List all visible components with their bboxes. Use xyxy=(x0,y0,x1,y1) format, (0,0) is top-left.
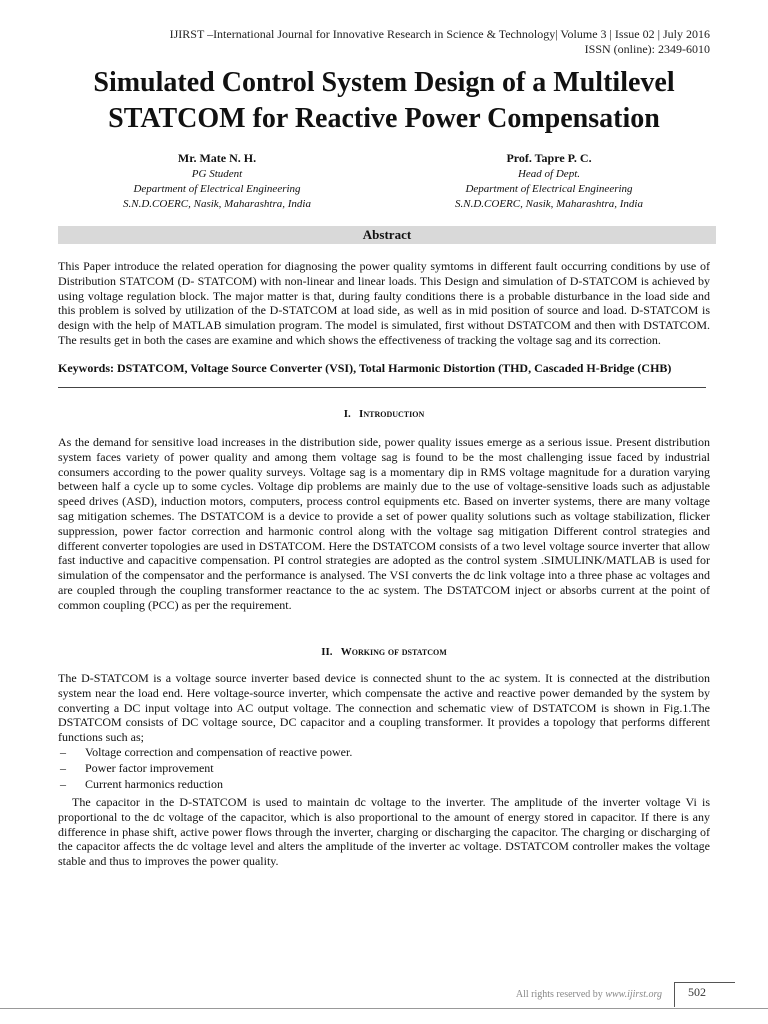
section-number: I. xyxy=(343,408,351,420)
list-item-text: Voltage correction and compensation of reactive power. xyxy=(85,745,353,759)
author-name: Mr. Mate N. H. xyxy=(177,151,257,165)
introduction-text: As the demand for sensitive load increases in the distribution side, power quality issues emerge as a serious issue. Present distribution system faces variety of power quality and among them voltage sag is found to be the most challenging issue faced by industrial consumers according to the power quality surveys. Voltage sag is a momentary dip in RMS voltage magnitude for a duration varying between half a cycle up to some cycles. Voltage dip problems are mainly due to the use of voltage-sensitive loads such as adjustable speed drives (ASD), induction motors, computers, process control equipments etc. Based on inverter systems, there are many voltage sag mitigation schemes. The DSTATCOM is a device to provide a set of power quality solutions such as voltage stabilization, flicker suppression, power factor correction and harmonic control along with the voltage sag mitigation Different control strategies and different converter topologies are used in DSTATCOM. Here the DSTATCOM consists of a two level voltage source inverter that allow fast inductive and capacitive compensation. PI control strategies are adopted as the control system .SIMULINK/MATLAB is used for simulation of the compensator and the performance is analysed. The VSI converts the dc link voltage into a three phase ac voltages and are coupled through the coupling transformer reactance to the ac system. The DSTATCOM inject or absorbs current at the point of common coupling (PCC) as per the requirement. xyxy=(58,435,710,612)
section-divider xyxy=(58,387,706,388)
journal-header-line1: IJIRST –International Journal for Innovative Research in Science & Technology| Volume 3 | Issue 02 | July 2016 xyxy=(169,27,710,41)
author-block-1 xyxy=(72,151,362,212)
paper-title xyxy=(40,65,728,137)
function-list xyxy=(58,744,352,792)
paper-title-line2: STATCOM for Reactive Power Compensation xyxy=(108,103,660,134)
footer-rights xyxy=(516,989,662,1000)
author-role: PG Student xyxy=(191,168,243,180)
section-heading-introduction xyxy=(0,408,768,420)
footer-rights-text: All rights reserved by xyxy=(515,989,603,1000)
list-item-text: Current harmonics reduction xyxy=(85,777,223,791)
footer-site-link[interactable]: www.ijirst.org xyxy=(605,989,662,1000)
section-heading-working xyxy=(0,646,768,658)
list-item xyxy=(58,744,352,760)
author-dept: Department of Electrical Engineering xyxy=(465,183,633,195)
section-title: Introduction xyxy=(359,408,425,420)
author-name: Prof. Tapre P. C. xyxy=(506,151,592,165)
paper-title-line1: Simulated Control System Design of a Multilevel xyxy=(93,67,675,98)
author-institution: S.N.D.COERC, Nasik, Maharashtra, India xyxy=(123,198,311,210)
section-number: II. xyxy=(321,646,333,658)
footer-rule xyxy=(0,1008,768,1009)
abstract-heading: Abstract xyxy=(58,226,716,244)
page-number: 502 xyxy=(688,985,706,999)
section-title: Working of dstatcom xyxy=(340,646,447,658)
keywords: Keywords: DSTATCOM, Voltage Source Converter (VSI), Total Harmonic Distortion (THD, Cascaded H-Bridge (CHB) xyxy=(58,361,672,375)
author-role: Head of Dept. xyxy=(517,168,580,180)
author-block-2 xyxy=(404,151,694,212)
list-item xyxy=(58,776,352,792)
dash-bullet-icon: – xyxy=(60,761,66,775)
author-institution: S.N.D.COERC, Nasik, Maharashtra, India xyxy=(455,198,643,210)
dash-bullet-icon: – xyxy=(60,777,66,791)
author-dept: Department of Electrical Engineering xyxy=(133,183,301,195)
dash-bullet-icon: – xyxy=(60,745,66,759)
journal-header-line2: ISSN (online): 2349-6010 xyxy=(584,42,710,56)
abstract-text: This Paper introduce the related operation for diagnosing the power quality symtoms in different fault occurring conditions by use of Distribution STATCOM (D- STATCOM) with non-linear and linear loads. This Design and simulation of D-STATCOM is achieved by using voltage regulation block. The major matter is that, during faulty conditions there is a probable disturbance in the load side and this problem is solved by utilization of the D-STATCOM at load side, as well as in mid position of source and load. D-STATCOM is design with the help of MATLAB simulation program. The model is simulated, first without DSTATCOM and then with DSTATCOM. The results get in both the cases are examine and which shows the effectiveness of tracking the voltage sag and its correction. xyxy=(58,259,710,347)
list-item xyxy=(58,760,352,776)
list-item-text: Power factor improvement xyxy=(85,761,214,775)
working-text: The D-STATCOM is a voltage source inverter based device is connected shunt to the ac system. It is connected at the distribution system near the load end. Here voltage-source inverter, which compensate the active and reactive power demanded by the system by converting a DC input voltage into AC output voltage. The connection and schematic view of DSTATCOM is shown in Fig.1.The DSTATCOM consists of DC voltage source, DC capacitor and a coupling transformer. It provides a topology that performs different functions such as; xyxy=(58,671,710,745)
journal-header xyxy=(170,27,710,57)
working-text-continued: The capacitor in the D-STATCOM is used to maintain dc voltage to the inverter. The amplitude of the inverter voltage Vi is proportional to the dc voltage of the capacitor, which is also proportional to the amount of energy stored in capacitor. If there is any difference in phase shift, active power flows through the inverter, charging or discharging the capacitor. The charging or discharging of the capacitor affects the dc voltage level and alters the amplitude of the inverter ac voltage. DSTATCOM controller makes the voltage stable and thus to improves the power quality. xyxy=(58,795,710,869)
